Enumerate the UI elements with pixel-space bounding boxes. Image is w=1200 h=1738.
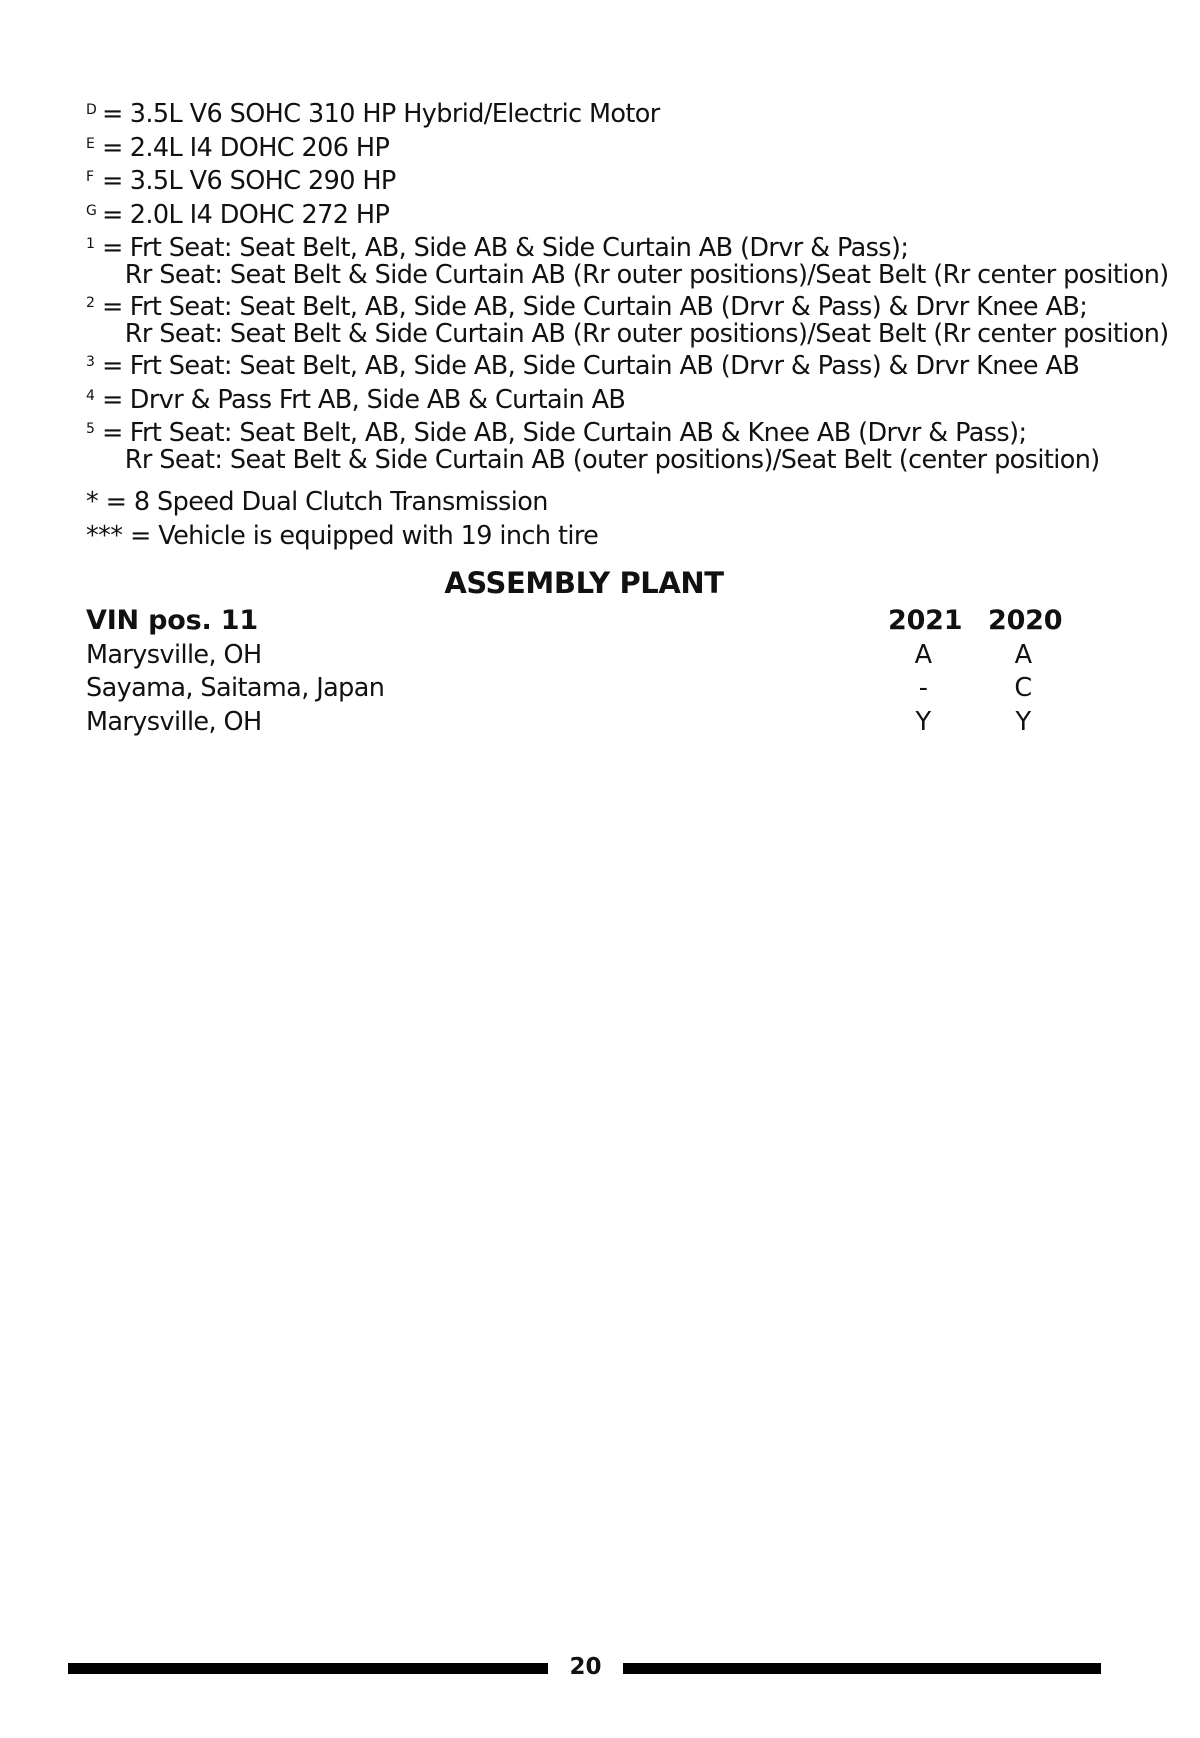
- footnote-E: [86, 132, 1146, 163]
- code-2021: -: [918, 673, 928, 703]
- equals-sign: =: [102, 166, 123, 196]
- footnote-5: [86, 420, 1146, 474]
- footnote-mark: G: [86, 202, 97, 219]
- footnote-mark: 3: [86, 354, 95, 370]
- plant-location: Marysville, OH: [86, 706, 262, 737]
- equals-sign: =: [102, 199, 123, 230]
- footnote-mark: E: [86, 135, 95, 152]
- year-2021-header: 2021: [888, 605, 963, 636]
- footnote-text: Frt Seat: Seat Belt, AB, Side AB, Side Curtain AB (Drvr & Pass) & Drvr Knee AB;: [129, 292, 1088, 322]
- table-row: [86, 707, 1086, 741]
- footnote-text: Frt Seat: Seat Belt, AB, Side AB, Side Curtain AB (Drvr & Pass) & Drvr Knee AB: [129, 351, 1080, 381]
- footnote-text-continued: Rr Seat: Seat Belt & Side Curtain AB (Rr outer positions)/Seat Belt (Rr center position): [124, 260, 1169, 290]
- footnote-mark: 4: [86, 387, 95, 404]
- footnote-text-continued: Rr Seat: Seat Belt & Side Curtain AB (Rr outer positions)/Seat Belt (Rr center position): [124, 319, 1169, 349]
- tire-note: *** = Vehicle is equipped with 19 inch tire: [86, 520, 599, 551]
- table-row: [86, 640, 1086, 674]
- footnote-D: [86, 101, 1146, 128]
- footnote-list: [86, 99, 1169, 556]
- equals-sign: =: [102, 132, 123, 163]
- footnote-mark: D: [86, 102, 97, 118]
- footnote-text: 2.4L I4 DOHC 206 HP: [129, 132, 390, 163]
- code-2020: A: [1014, 639, 1032, 670]
- footnote-text: Frt Seat: Seat Belt, AB, Side AB & Side Curtain AB (Drvr & Pass);: [129, 233, 909, 263]
- table-row: [86, 673, 1086, 707]
- footnote-mark: 5: [86, 421, 95, 437]
- equals-sign: =: [102, 384, 123, 415]
- footnote-mark: 1: [86, 236, 95, 252]
- vin-position-label: VIN pos. 11: [86, 605, 258, 636]
- footnote-mark: F: [86, 169, 94, 185]
- table-header-row: [86, 606, 1086, 640]
- code-2020: C: [1014, 673, 1032, 703]
- code-2020: Y: [1015, 706, 1031, 737]
- plant-location: Sayama, Saitama, Japan: [86, 673, 385, 703]
- footnote-text: 3.5L V6 SOHC 310 HP Hybrid/Electric Motor: [129, 99, 660, 129]
- transmission-note: * = 8 Speed Dual Clutch Transmission: [86, 487, 548, 517]
- page-number: 20: [569, 1654, 602, 1680]
- footer-rule-left: [68, 1663, 548, 1674]
- footnote-F: [86, 168, 1146, 195]
- footnote-text: 2.0L I4 DOHC 272 HP: [129, 199, 390, 230]
- assembly-plant-table: [86, 606, 1086, 740]
- footnote-text: Drvr & Pass Frt AB, Side AB & Curtain AB: [129, 384, 626, 415]
- footnote-mark: 2: [86, 295, 95, 311]
- equals-sign: =: [102, 418, 123, 448]
- equals-sign: =: [102, 351, 123, 381]
- equals-sign: =: [102, 99, 123, 129]
- code-2021: A: [914, 639, 932, 670]
- footnote-text: Frt Seat: Seat Belt, AB, Side AB, Side Curtain AB & Knee AB (Drvr & Pass);: [129, 418, 1027, 448]
- footer-rule-right: [623, 1663, 1101, 1674]
- footnote-2: [86, 292, 1169, 349]
- footnote-1: [86, 233, 1169, 290]
- assembly-plant-title: ASSEMBLY PLANT: [444, 566, 724, 600]
- plant-location: Marysville, OH: [86, 639, 262, 670]
- footnote-4: [86, 384, 1146, 415]
- equals-sign: =: [102, 292, 123, 322]
- code-2021: Y: [915, 706, 931, 737]
- footnote-text-continued: Rr Seat: Seat Belt & Side Curtain AB (outer positions)/Seat Belt (center position): [124, 445, 1100, 475]
- year-2020-header: 2020: [988, 605, 1063, 636]
- footnote-G: [86, 199, 1146, 230]
- footnote-3: [86, 353, 1146, 380]
- footnote-text: 3.5L V6 SOHC 290 HP: [129, 166, 396, 196]
- equals-sign: =: [102, 233, 123, 263]
